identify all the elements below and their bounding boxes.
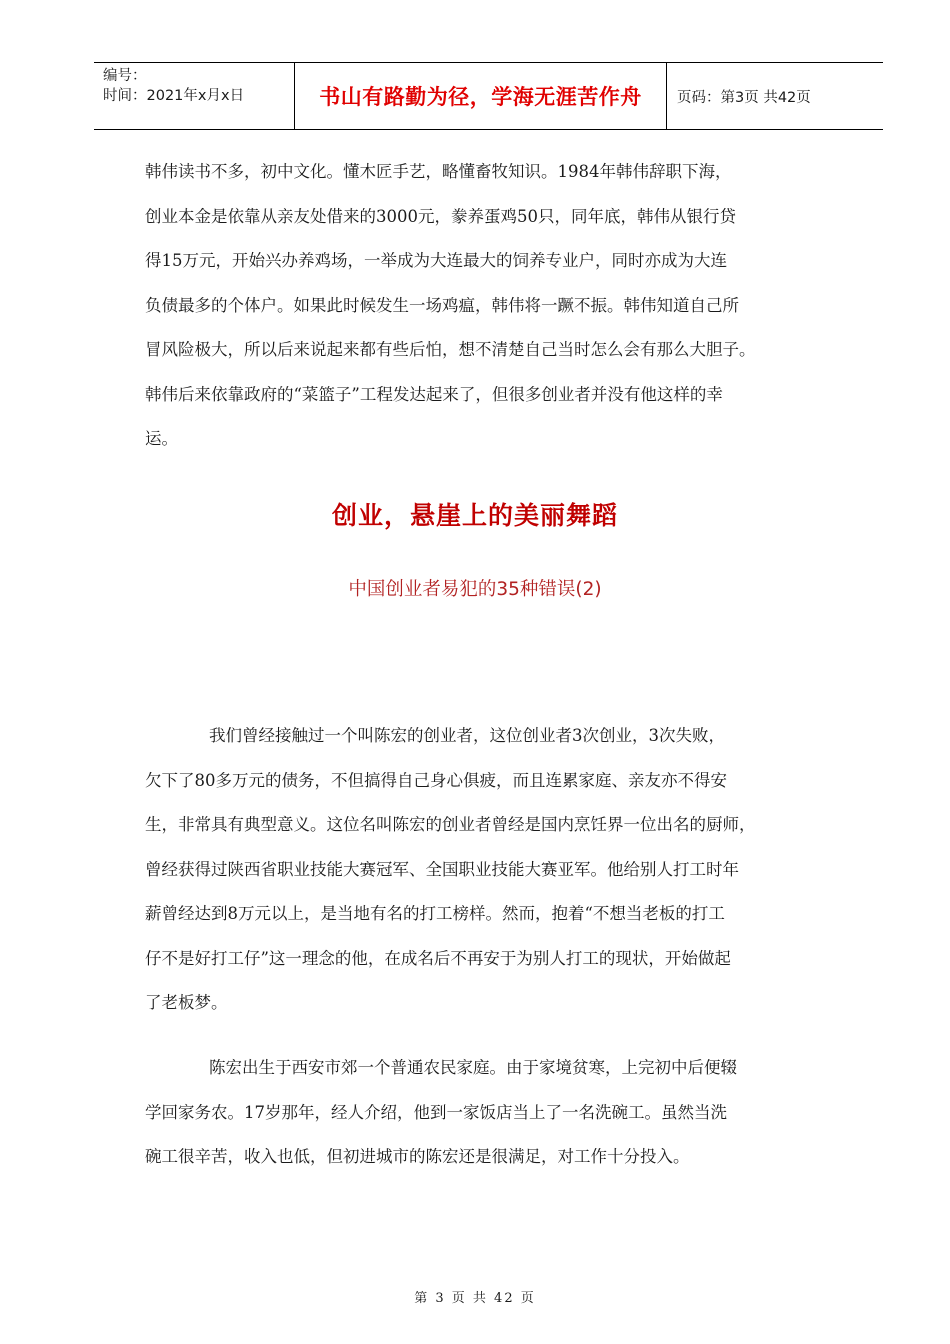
article-subtitle: 中国创业者易犯的35种错误(2) — [348, 579, 602, 600]
header-motto: 书山有路勤为径，学海无涯苦作舟 — [295, 63, 667, 129]
paragraph-line: 运。 — [145, 429, 178, 448]
paragraph-line: 韩伟读书不多，初中文化。懂木匠手艺，略懂畜牧知识。1984年韩伟辞职下海， — [145, 162, 732, 181]
paragraph-line: 负债最多的个体户。如果此时候发生一场鸡瘟，韩伟将一蹶不振。韩伟知道自己所 — [145, 295, 739, 315]
paragraph-line: 了老板梦。 — [145, 993, 228, 1012]
paragraph-line: 曾经获得过陕西省职业技能大赛冠军、全国职业技能大赛亚军。他给别人打工时年 — [145, 859, 739, 879]
paragraph-line: 冒风险极大，所以后来说起来都有些后怕，想不清楚自己当时怎么会有那么大胆子。 — [145, 340, 756, 359]
paragraph-3 — [145, 1046, 865, 1180]
paragraph-line: 韩伟后来依靠政府的“菜篮子”工程发达起来了，但很多创业者并没有他这样的幸 — [145, 384, 723, 404]
header-page-number: 页码：第3页 共42页 — [677, 89, 811, 106]
paragraph-line: 欠下了80多万元的债务，不但搞得自己身心俱疲，而且连累家庭、亲友亦不得安 — [145, 770, 727, 790]
document-time: 时间：2021年x月x日 — [103, 88, 245, 104]
article-title: 创业，悬崖上的美丽舞蹈 — [331, 501, 618, 530]
paragraph-line: 碗工很辛苦，收入也低，但初进城市的陈宏还是很满足，对工作十分投入。 — [145, 1147, 690, 1166]
paragraph-line: 生，非常具有典型意义。这位名叫陈宏的创业者曾经是国内烹饪界一位出名的厨师， — [145, 815, 756, 834]
paragraph-line: 得15万元，开始兴办养鸡场，一举成为大连最大的饲养专业户，同时亦成为大连 — [145, 251, 727, 270]
paragraph-line: 创业本金是依靠从亲友处借来的3000元，豢养蛋鸡50只，同年底，韩伟从银行贷 — [145, 206, 736, 226]
paragraph-line: 仔不是好打工仔”这一理念的他，在成名后不再安于为别人打工的现状，开始做起 — [145, 948, 731, 968]
paragraph-line: 我们曾经接触过一个叫陈宏的创业者，这位创业者3次创业，3次失败， — [209, 726, 725, 745]
paragraph-2 — [145, 714, 865, 1026]
paragraph-1 — [145, 150, 865, 462]
header-meta — [94, 63, 295, 129]
paragraph-line: 薪曾经达到8万元以上，是当地有名的打工榜样。然而，抱着“不想当老板的打工 — [145, 904, 725, 923]
page-header — [94, 62, 883, 130]
document-number: 编号： — [103, 68, 147, 84]
page-footer: 第 3 页 共 42 页 — [414, 1291, 536, 1306]
paragraph-line: 陈宏出生于西安市郊一个普通农民家庭。由于家境贫寒，上完初中后便辍 — [209, 1058, 737, 1077]
paragraph-line: 学回家务农。17岁那年，经人介绍，他到一家饭店当上了一名洗碗工。虽然当洗 — [145, 1102, 727, 1122]
